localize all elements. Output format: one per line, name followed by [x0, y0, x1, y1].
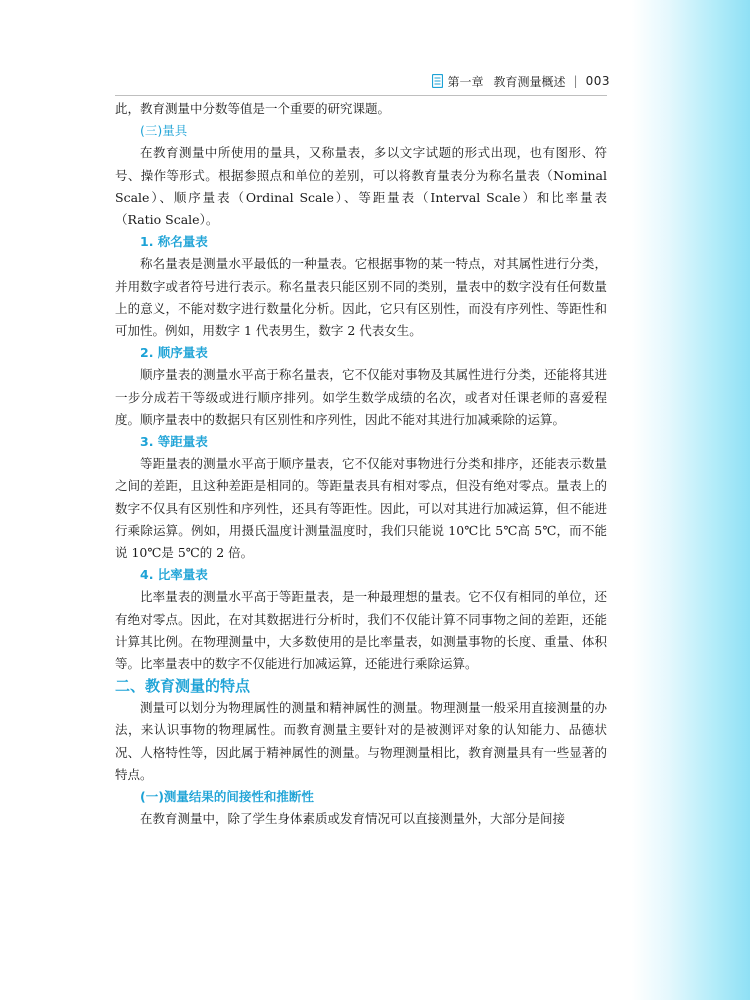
running-header	[432, 70, 610, 92]
heading-ordinal-scale: 2. 顺序量表	[140, 345, 208, 361]
paragraph-interval-scale: 等距量表的测量水平高于顺序量表，它不仅能对事物进行分类和排序，还能表示数量之间的差距，且这种差距是相同的。等距量表具有相对零点，但没有绝对零点。量表上的数字不仅具有区别性和序列性，还具有等距性。因此，可以对其进行加减运算，但不能进行乘除运算。例如，用摄氏温度计测量温度时，我们只能说 10℃比 5℃高 5℃，而不能说 10℃是 5℃的 2 倍。	[115, 456, 607, 561]
paragraph-indirectness: 在教育测量中，除了学生身体素质或发育情况可以直接测量外，大部分是间接	[140, 811, 566, 827]
paragraph-ordinal-scale: 顺序量表的测量水平高于称名量表，它不仅能对事物及其属性进行分类，还能将其进一步分成若干等级或进行顺序排列。如学生数学成绩的名次，或者对任课老师的喜爱程度。顺序量表中的数据只有区别性和序列性，因此不能对其进行加减乘除的运算。	[115, 367, 607, 427]
book-icon	[432, 74, 443, 88]
paragraph-nominal-scale: 称名量表是测量水平最低的一种量表。它根据事物的某一特点，对其属性进行分类，并用数字或者符号进行表示。称名量表只能区别不同的类别，量表中的数字没有任何数量上的意义，不能对数字进行数量化分析。因此，它只有区别性，而没有序列性、等距性和可加性。例如，用数字 1 代表男生，数字 2 代表女生。	[115, 256, 607, 339]
page-edge-strip	[632, 0, 750, 1000]
chapter-title: 教育测量概述	[493, 74, 566, 89]
page-body	[115, 98, 607, 831]
chapter-label: 第一章	[447, 74, 484, 89]
header-rule	[115, 95, 607, 96]
paragraph-continuation: 此，教育测量中分数等值是一个重要的研究课题。	[115, 101, 391, 116]
heading-interval-scale: 3. 等距量表	[140, 434, 208, 450]
section-heading: 二、教育测量的特点	[115, 677, 251, 696]
subheading-indirectness: (一)测量结果的间接性和推断性	[140, 789, 314, 805]
paragraph-characteristics: 测量可以划分为物理属性的测量和精神属性的测量。物理测量一般采用直接测量的办法，来认识事物的物理属性。而教育测量主要针对的是被测评对象的认知能力、品德状况、人格特性等，因此属于精神属性的测量。与物理测量相比，教育测量具有一些显著的特点。	[115, 700, 607, 782]
header-separator: |	[573, 74, 578, 88]
heading-nominal-scale: 1. 称名量表	[140, 234, 208, 250]
paragraph-scales-intro: 在教育测量中所使用的量具，又称量表，多以文字试题的形式出现，也有图形、符号、操作等形式。根据参照点和单位的差别，可以将教育量表分为称名量表（Nominal Scale）、顺序量表（Ordinal Scale）、等距量表（Interval Scale）和比率量表（Ratio Scale）。	[115, 145, 607, 228]
heading-ratio-scale: 4. 比率量表	[140, 567, 208, 583]
paragraph-ratio-scale: 比率量表的测量水平高于等距量表，是一种最理想的量表。它不仅有相同的单位，还有绝对零点。因此，在对其数据进行分析时，我们不仅能计算不同事物之间的差距，还能计算其比例。在物理测量中，大多数使用的是比率量表，如测量事物的长度、重量、体积等。比率量表中的数字不仅能进行加减运算，还能进行乘除运算。	[115, 589, 607, 672]
subheading-measuring-tools: (三)量具	[140, 123, 188, 139]
page-number: 003	[585, 74, 610, 88]
